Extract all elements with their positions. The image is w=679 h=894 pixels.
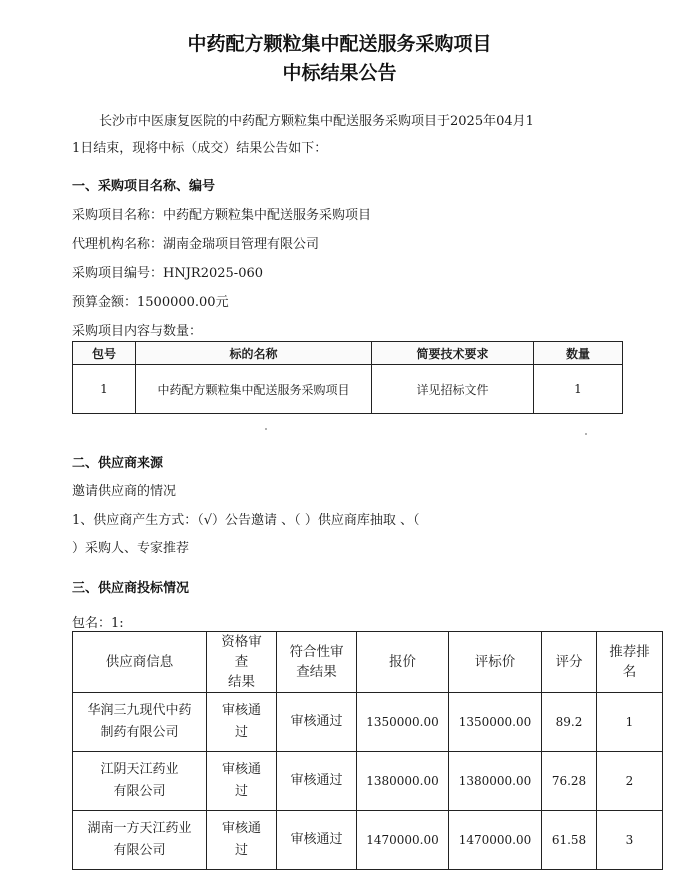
qual-text: 过 [234,725,248,740]
cell-score: 76.28 [542,752,597,811]
cell-qualification [207,811,277,870]
intro-line-1: 长沙市中医康复医院的中药配方颗粒集中配送服务采购项目于2025年04月1 [99,114,534,129]
cell-rank: 3 [597,811,663,870]
supplier-name: 有限公司 [113,784,166,799]
scan-speck [585,433,587,435]
table-row [73,752,663,811]
table-row [73,365,623,414]
cell-supplier [73,811,207,870]
header-text: 推荐排 [609,644,650,660]
table-header-row [73,342,623,365]
cell-eval-price: 1470000.00 [449,811,542,870]
project-name: 采购项目名称：中药配方颗粒集中配送服务采购项目 [72,208,372,223]
header-text: 查结果 [296,664,337,680]
cell-quote: 1470000.00 [357,811,449,870]
scan-speck [265,428,267,430]
procurement-items-table [72,341,623,414]
qual-text: 审核通 [221,821,261,836]
header-qualification [207,632,277,693]
supplier-source-line: 邀请供应商的情况 [72,484,177,499]
section-1-heading: 一、采购项目名称、编号 [72,179,216,194]
package-label: 包名：1: [72,616,124,631]
header-supplier: 供应商信息 [73,632,207,693]
cell-rank: 1 [597,693,663,752]
section-3-heading: 三、供应商投标情况 [72,581,190,596]
header-package-no: 包号 [73,342,136,365]
header-score: 评分 [542,632,597,693]
header-text: 符合性审 [289,644,344,660]
header-eval-price: 评标价 [449,632,542,693]
supplier-name: 湖南一方天江药业 [87,821,192,836]
cell-tech-req: 详见招标文件 [372,365,534,414]
header-quantity: 数量 [534,342,623,365]
header-text: 名 [622,664,637,680]
table-row [73,811,663,870]
header-conformity [277,632,357,693]
header-quote: 报价 [357,632,449,693]
cell-quote: 1350000.00 [357,693,449,752]
intro-paragraph [72,108,612,162]
header-text: 结果 [228,674,255,690]
header-item-name: 标的名称 [136,342,372,365]
project-number: 采购项目编号：HNJR2025-060 [72,266,264,281]
cell-conformity: 审核通过 [277,752,357,811]
cell-supplier [73,752,207,811]
cell-supplier [73,693,207,752]
header-text: 查 [234,654,249,670]
cell-qualification [207,752,277,811]
supplier-name: 制药有限公司 [100,725,179,740]
table-row [73,693,663,752]
supplier-name: 华润三九现代中药 [87,703,192,718]
header-tech-req: 简要技术要求 [372,342,534,365]
cell-conformity: 审核通过 [277,693,357,752]
bid-results-table [72,631,663,870]
qual-text: 审核通 [221,703,261,718]
qual-text: 过 [234,784,248,799]
cell-score: 61.58 [542,811,597,870]
cell-quantity: 1 [534,365,623,414]
header-text: 资格审 [221,634,262,650]
content-label: 采购项目内容与数量： [72,324,203,339]
cell-rank: 2 [597,752,663,811]
supplier-name: 江阴天江药业 [100,762,179,777]
agency-name: 代理机构名称：湖南金瑞项目管理有限公司 [72,237,320,252]
announcement-subtitle: 中标结果公告 [282,62,397,84]
cell-qualification [207,693,277,752]
cell-conformity: 审核通过 [277,811,357,870]
qual-text: 审核通 [221,762,261,777]
cell-item-name: 中药配方颗粒集中配送服务采购项目 [136,365,372,414]
cell-score: 89.2 [542,693,597,752]
qual-text: 过 [234,843,248,858]
intro-line-2: 1日结束，现将中标（成交）结果公告如下： [72,141,328,156]
supplier-method-line: 1、供应商产生方式：（√）公告邀请 、（ ）供应商库抽取 、（ [72,513,420,528]
supplier-name: 有限公司 [113,843,166,858]
cell-package-no: 1 [73,365,136,414]
table-header-row [73,632,663,693]
cell-quote: 1380000.00 [357,752,449,811]
supplier-method-line-cont: ）采购人、专家推荐 [72,541,190,556]
section-2-heading: 二、供应商来源 [72,456,164,471]
cell-eval-price: 1350000.00 [449,693,542,752]
cell-eval-price: 1380000.00 [449,752,542,811]
announcement-title: 中药配方颗粒集中配送服务采购项目 [187,33,492,55]
header-rank [597,632,663,693]
budget-amount: 预算金额：1500000.00元 [72,295,229,310]
